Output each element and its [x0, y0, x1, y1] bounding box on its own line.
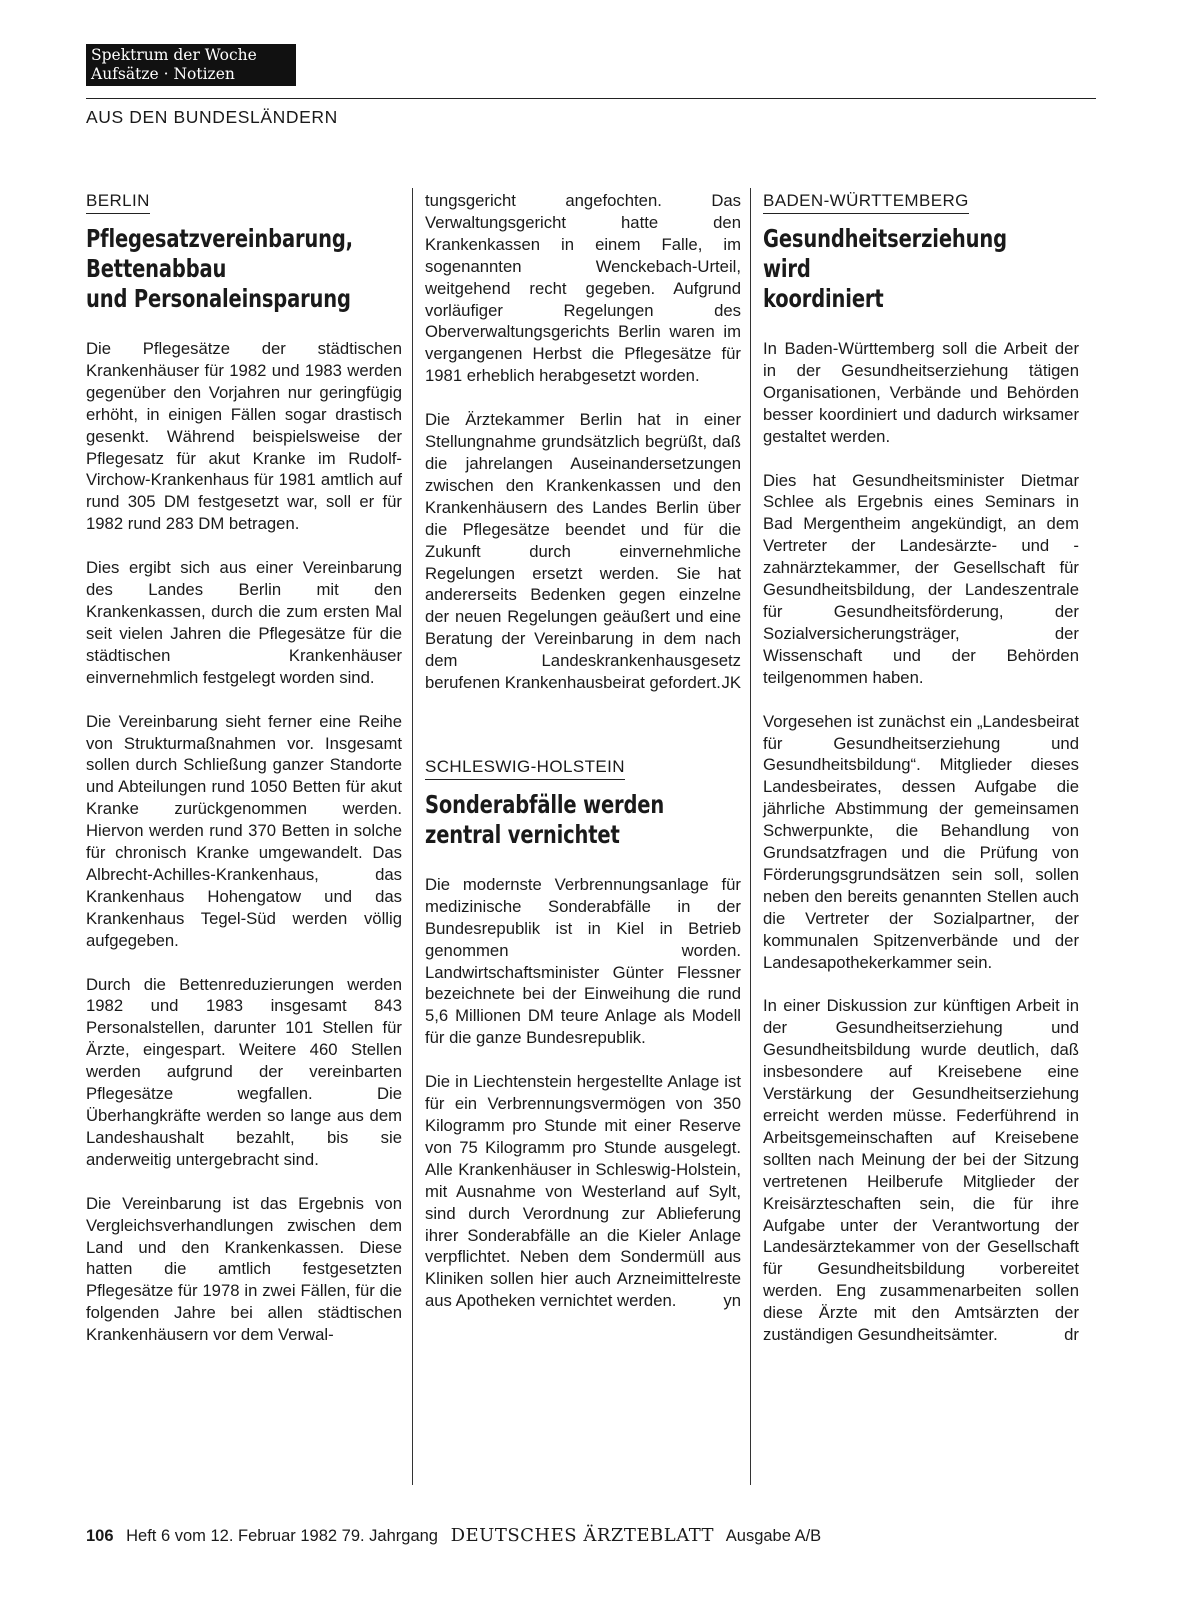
page-footer: [86, 1525, 821, 1546]
section-tag: [86, 44, 296, 86]
berlin-paragraph-4: Durch die Bettenreduzierungen werden 1982 und 1983 insgesamt 843 Personalstellen, darunter 101 Stellen für Ärzte, eingespart. Weitere 460 Stellen werden aufgrund der vereinbarten Pflegesätze wegfallen. Die Überhangkräfte werden so lange aus dem Landeshaushalt bezahlt, bis sie anderweitig untergebracht sind.: [86, 974, 402, 1169]
column-2: [425, 190, 741, 1312]
headline-schleswig-line-1: Sonderabfälle werden: [425, 789, 665, 819]
section-tag-line-1: Spektrum der Woche: [91, 46, 257, 64]
bawue-paragraph-4: [763, 995, 1079, 1346]
headline-schleswig-holstein: [425, 790, 740, 850]
schleswig-paragraph-1: Die modernste Verbrennungsanlage für medizinische Sonderabfälle in der Bundesrepublik ist in Kiel in Betrieb genommen worden. Landwirtschaftsminister Günter Flessner bezeichnete bei der Einweihung die rund 5,6 Millionen DM teure Anlage als Modell für die ganze Bundesrepublik.: [425, 874, 741, 1048]
headline-schleswig-line-2: zentral vernichtet: [425, 819, 620, 849]
headline-bawue-line-3: koordiniert: [763, 284, 884, 313]
column-divider-2: [750, 188, 751, 1485]
header-rule: [86, 98, 1096, 99]
berlin-paragraph-7: [425, 409, 741, 694]
edition-info: Ausgabe A/B: [725, 1527, 822, 1545]
berlin-paragraph-5: Die Vereinbarung ist das Ergebnis von Vergleichsverhandlungen zwischen dem Land und den Krankenkassen. Diese hatten die amtlich festgesetzten Pflegesätze für 1978 in zwei Fällen, für die folgenden Jahre bei allen städtischen Krankenhäusern vor dem Verwal-: [86, 1193, 402, 1345]
region-label-schleswig-holstein: SCHLESWIG-HOLSTEIN: [425, 756, 625, 780]
headline-bawue-line-2: wird: [763, 254, 811, 283]
berlin-paragraph-3: Die Vereinbarung sieht ferner eine Reihe von Strukturmaßnahmen vor. Insgesamt sollen durch Schließung ganzer Standorte und Abteilungen rund 1050 Betten für akut Kranke zurückgenommen werden. Hiervon werden rund 370 Betten in solche für chronisch Kranke umgewandelt. Das Albrecht-Achilles-Krankenhaus, das Krankenhaus Hohengatow und das Krankenhaus Tegel-Süd werden völlig aufgegeben.: [86, 711, 402, 950]
bawue-paragraph-3: Vorgesehen ist zunächst ein „Landesbeirat für Gesundheitserziehung und Gesundheitsbildung“. Mitglieder dieses Landesbeirates, dessen Aufgabe die jährliche Abstimmung der gemeinsamen Schwerpunkte, die Behandlung von Grundsatzfragen und die Prüfung von Förderungsgrundsätzen sein soll, sollen neben den bereits genannten Stellen auch die Vertreter der Sozialpartner, der kommunalen Spitzenverbände und der Landesapothekerkammer sein.: [763, 711, 1079, 972]
bawue-paragraph-2: Dies hat Gesundheitsminister Dietmar Schlee als Ergebnis eines Seminars in Bad Mergentheim angekündigt, an dem Vertreter der Landesärzte- und -zahnärztekammer, der Gesellschaft für Gesundheitsbildung, der Landeszentrale für Gesundheitsförderung, der Sozialversicherungsträger, der Wissenschaft und der Behörden teilgenommen haben.: [763, 470, 1079, 687]
berlin-paragraph-6: tungsgericht angefochten. Das Verwaltungsgericht hatte den Krankenkassen in einem Falle, im sogenannten Wenckebach-Urteil, weitgehend recht gegeben. Aufgrund vorläufiger Regelungen des Oberverwaltungsgerichts Berlin waren im vergangenen Herbst die Pflegesätze für 1981 erheblich herabgesetzt worden.: [425, 191, 741, 386]
headline-berlin-line-2: Bettenabbau: [86, 254, 227, 283]
berlin-signature: JK: [721, 673, 741, 693]
headline-berlin: [86, 224, 401, 314]
berlin-paragraph-2: Dies ergibt sich aus einer Vereinbarung des Landes Berlin mit den Krankenkassen, durch die zum ersten Mal seit vielen Jahren die Pflegesätze für die städtischen Krankenhäuser einvernehmlich festgelegt worden sind.: [86, 558, 402, 687]
region-label-berlin: BERLIN: [86, 190, 150, 214]
region-label-baden-wuerttemberg: BADEN-WÜRTTEMBERG: [763, 190, 969, 214]
headline-baden-wuerttemberg: [763, 224, 1078, 314]
schleswig-paragraph-2-text: Die in Liechtenstein hergestellte Anlage ist für ein Verbrennungsvermögen von 350 Kilogramm pro Stunde mit einer Reserve von 75 Kilogramm pro Stunde ausgelegt. Alle Krankenhäuser in Schleswig-Holstein, mit Ausnahme von Westerland auf Sylt, sind durch Verordnung zur Ablieferung ihrer Sonderabfälle an die Kieler Anlage verpflichtet. Neben dem Sondermüll aus Kliniken sollen hier auch Arzneimittelreste aus Apotheken vernichtet werden.: [425, 1072, 741, 1311]
headline-bawue-line-1: Gesundheitserziehung: [763, 224, 1007, 253]
bawue-paragraph-1: In Baden-Württemberg soll die Arbeit der in der Gesundheitserziehung tätigen Organisationen, Verbände und Behörden besser koordiniert und dadurch wirksamer gestaltet werden.: [763, 339, 1079, 446]
headline-berlin-line-1: Pflegesatzvereinbarung,: [86, 224, 353, 253]
section-tag-line-2: Aufsätze · Notizen: [91, 65, 235, 83]
column-divider-1: [412, 188, 413, 1485]
schleswig-signature: yn: [723, 1291, 741, 1311]
berlin-paragraph-7-text: Die Ärztekammer Berlin hat in einer Stellungnahme grundsätzlich begrüßt, daß die jahrelangen Auseinandersetzungen zwischen den Krankenkassen und den Krankenhäusern des Landes Berlin über die Pflegesätze beendet und für die Zukunft durch einvernehmliche Regelungen ersetzt werden. Sie hat andererseits Bedenken gegen einzelne der neuen Regelungen geäußert und eine Beratung der Vereinbarung in dem nach dem Landeskrankenhausgesetz berufenen Krankenhausbeirat gefordert.: [425, 410, 741, 693]
column-1: [86, 190, 402, 1346]
page-number: 106: [86, 1527, 114, 1545]
headline-berlin-line-3: und Personaleinsparung: [86, 284, 351, 313]
issue-info: Heft 6 vom 12. Februar 1982 79. Jahrgang: [126, 1527, 438, 1545]
section-heading: AUS DEN BUNDESLÄNDERN: [86, 107, 338, 127]
bawue-paragraph-4-text: In einer Diskussion zur künftigen Arbeit in der Gesundheitserziehung und Gesundheitsbildung wurde deutlich, daß insbesondere auf Kreisebene eine Verstärkung der Gesundheitserziehung erreicht werden müsse. Federführend in Arbeitsgemeinschaften auf Kreisebene sollten nach Meinung der bei der Sitzung vertretenen Heilberufe Mitglieder der Kreisärzteschaften sein, die für ihre Aufgabe unter der Verantwortung der Landesärztekammer von der Gesellschaft für Gesundheitsbildung vorbereitet werden. Eng zusammenarbeiten sollen diese Ärzte mit den Amtsärzten der zuständigen Gesundheitsämter.: [763, 996, 1079, 1345]
column-3: [763, 190, 1079, 1346]
schleswig-paragraph-2: [425, 1071, 741, 1312]
berlin-paragraph-1: Die Pflegesätze der städtischen Krankenhäuser für 1982 und 1983 werden gegenüber den Vorjahren nur geringfügig erhöht, in einigen Fällen sogar drastisch gesenkt. Während beispielsweise der Pflegesatz für akut Kranke im Rudolf-Virchow-Krankenhaus für 1981 amtlich auf rund 305 DM festgesetzt war, soll er für 1982 rund 283 DM betragen.: [86, 339, 402, 534]
journal-name: DEUTSCHES ÄRZTEBLATT: [450, 1525, 715, 1546]
bawue-signature: dr: [1064, 1325, 1079, 1345]
